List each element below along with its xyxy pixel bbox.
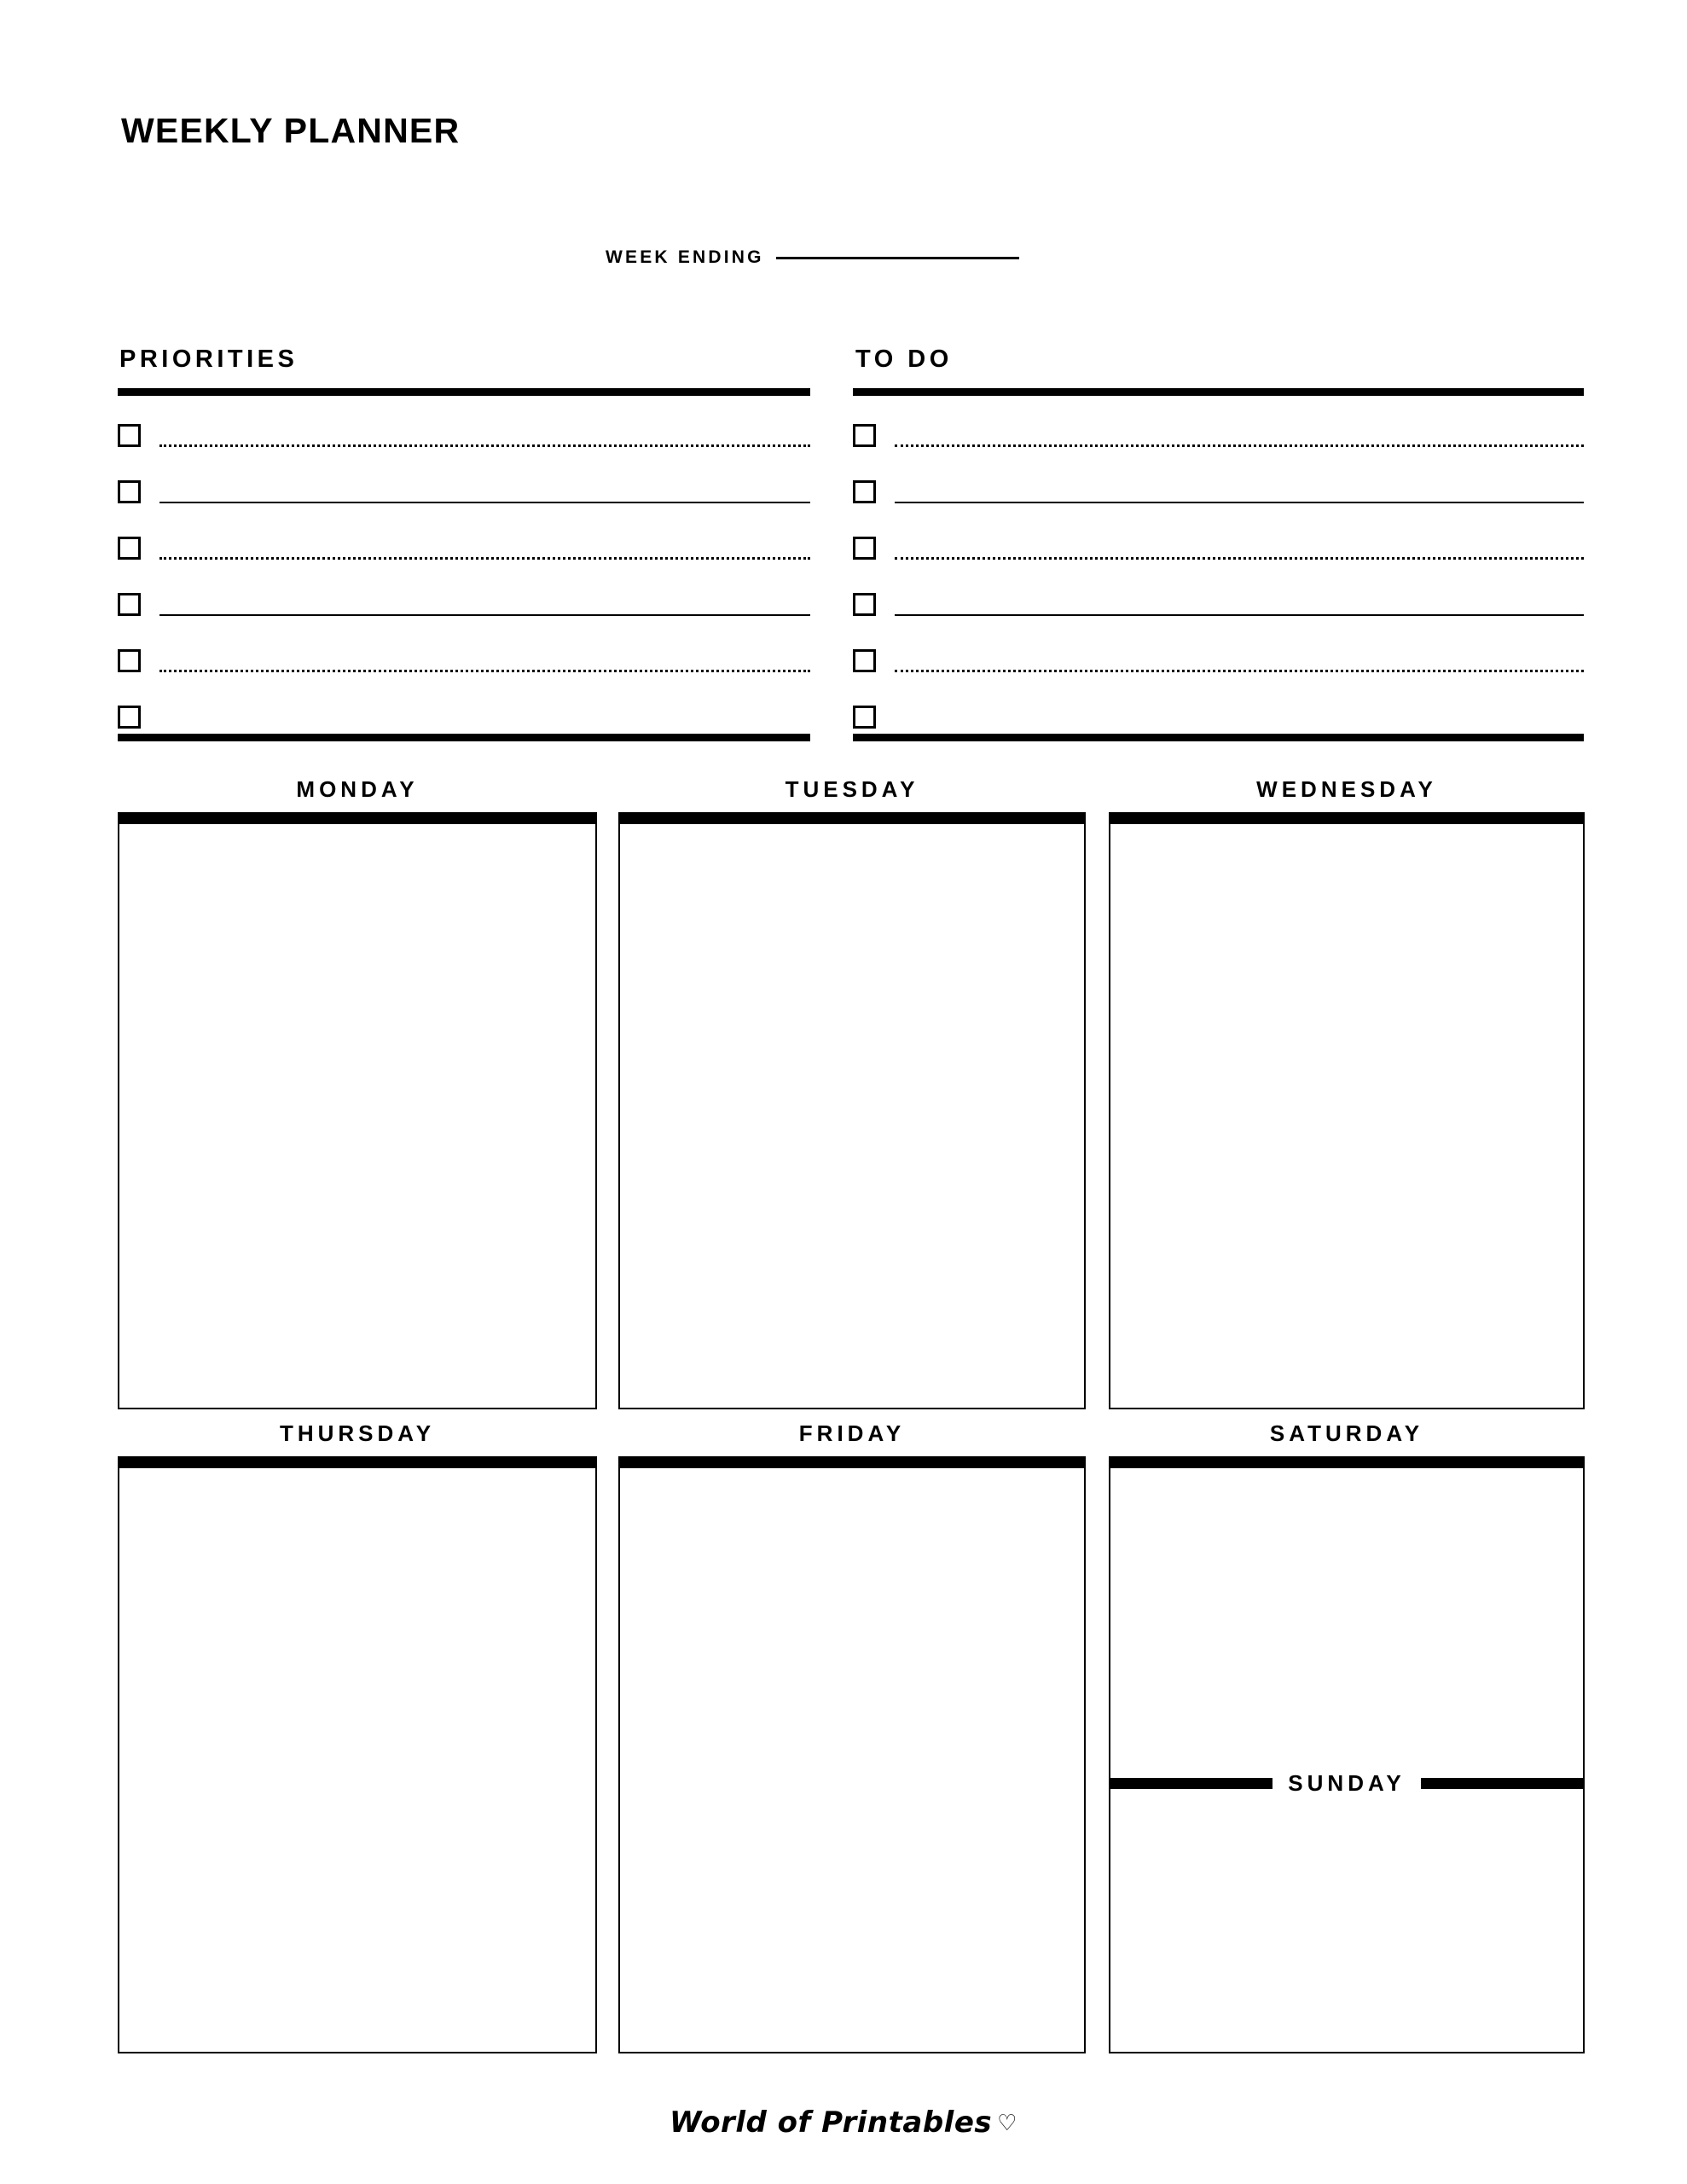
checkbox-icon[interactable] (853, 593, 876, 616)
page-title: WEEKLY PLANNER (121, 111, 461, 150)
footer-brand (0, 2106, 1687, 2140)
day-box-cap (1109, 812, 1585, 824)
footer-brand-text: World of Printables (670, 2106, 993, 2140)
priorities-write-line-4[interactable] (159, 614, 810, 616)
day-box-cap (618, 1456, 1086, 1468)
checkbox-icon[interactable] (853, 706, 876, 729)
day-label-monday: MONDAY (296, 776, 419, 802)
day-notes-saturday[interactable] (1110, 1458, 1583, 1714)
todo-write-line-4[interactable] (895, 614, 1584, 616)
checkbox-icon[interactable] (853, 424, 876, 447)
heart-icon: ♡ (997, 2111, 1017, 2136)
priorities-row-4[interactable] (118, 565, 810, 621)
checkbox-icon[interactable] (118, 706, 141, 729)
day-box-saturday-sunday[interactable] (1109, 1456, 1585, 2053)
day-label-tuesday: TUESDAY (785, 776, 919, 802)
day-label-saturday: SATURDAY (1269, 1420, 1424, 1446)
todo-write-line-5[interactable] (895, 670, 1584, 672)
sunday-divider (1109, 1770, 1585, 1796)
todo-checklist (853, 388, 1584, 741)
priorities-row-2[interactable] (118, 452, 810, 508)
priorities-checklist (118, 388, 810, 741)
todo-top-rule (853, 388, 1584, 396)
checkbox-icon[interactable] (118, 424, 141, 447)
priorities-top-rule (118, 388, 810, 396)
sunday-divider-bar-left (1109, 1778, 1272, 1789)
todo-row-1[interactable] (853, 396, 1584, 452)
todo-write-line-2[interactable] (895, 502, 1584, 503)
day-box-thursday[interactable] (118, 1456, 597, 2053)
todo-write-line-3[interactable] (895, 557, 1584, 560)
checkbox-icon[interactable] (118, 480, 141, 503)
priorities-write-line-3[interactable] (159, 557, 810, 560)
checkbox-icon[interactable] (118, 649, 141, 672)
sunday-divider-bar-right (1421, 1778, 1585, 1789)
todo-bottom-rule (853, 734, 1584, 741)
day-box-cap (118, 812, 597, 824)
todo-heading: TO DO (855, 346, 953, 373)
day-box-friday[interactable] (618, 1456, 1086, 2053)
priorities-row-1[interactable] (118, 396, 810, 452)
checkbox-icon[interactable] (853, 537, 876, 560)
day-box-cap (118, 1456, 597, 1468)
todo-row-6[interactable] (853, 677, 1584, 734)
checkbox-icon[interactable] (118, 593, 141, 616)
priorities-heading: PRIORITIES (119, 346, 299, 373)
day-notes-sunday[interactable] (1110, 1714, 1583, 1765)
priorities-write-line-5[interactable] (159, 670, 810, 672)
day-box-cap (1109, 1456, 1585, 1468)
checkbox-icon[interactable] (853, 649, 876, 672)
day-label-friday: FRIDAY (798, 1420, 906, 1446)
priorities-bottom-rule (118, 734, 810, 741)
day-label-thursday: THURSDAY (279, 1420, 436, 1446)
week-ending-label: WEEK ENDING (606, 247, 764, 267)
todo-row-5[interactable] (853, 621, 1584, 677)
todo-write-line-1[interactable] (895, 444, 1584, 447)
priorities-row-6[interactable] (118, 677, 810, 734)
todo-row-3[interactable] (853, 508, 1584, 565)
day-label-sunday: SUNDAY (1288, 1769, 1406, 1796)
priorities-row-3[interactable] (118, 508, 810, 565)
priorities-row-5[interactable] (118, 621, 810, 677)
day-box-wednesday[interactable] (1109, 812, 1585, 1409)
day-label-wednesday: WEDNESDAY (1256, 776, 1437, 802)
day-box-tuesday[interactable] (618, 812, 1086, 1409)
priorities-write-line-1[interactable] (159, 444, 810, 447)
day-box-monday[interactable] (118, 812, 597, 1409)
priorities-write-line-2[interactable] (159, 502, 810, 503)
week-ending-field[interactable] (606, 247, 1019, 268)
todo-row-4[interactable] (853, 565, 1584, 621)
checkbox-icon[interactable] (853, 480, 876, 503)
todo-row-2[interactable] (853, 452, 1584, 508)
day-box-cap (618, 812, 1086, 824)
week-ending-write-line[interactable] (776, 257, 1019, 259)
checkbox-icon[interactable] (118, 537, 141, 560)
